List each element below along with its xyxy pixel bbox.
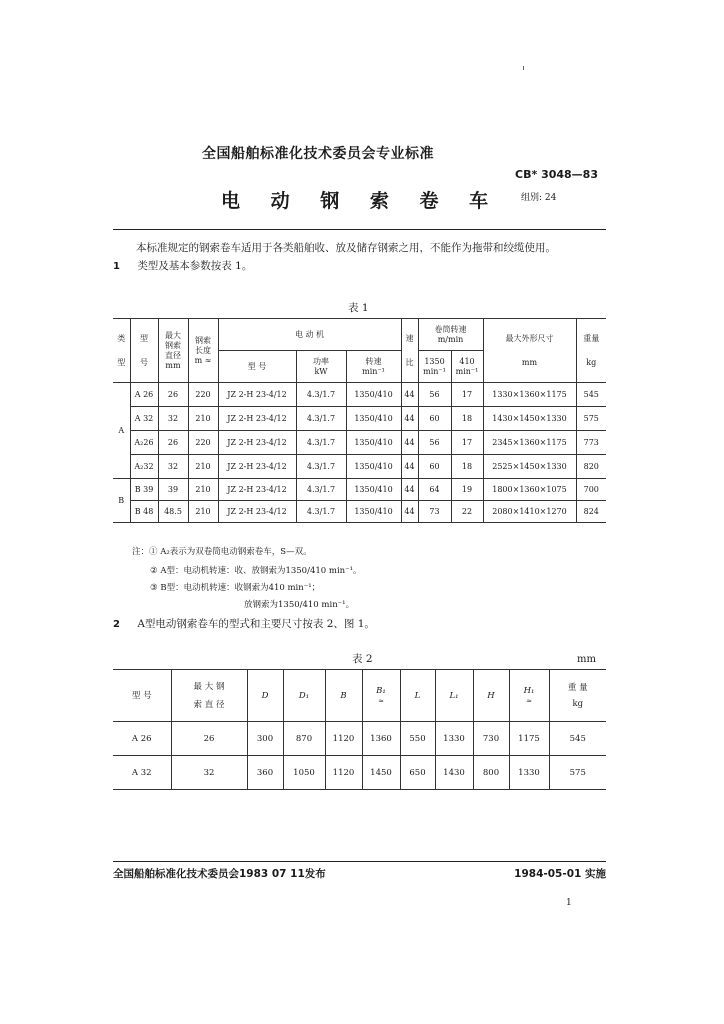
table-row [113, 407, 606, 431]
intro-paragraph: 本标准规定的钢索卷车适用于各类船舶收、放及储存钢索之用，不能作为拖带和绞缆使用。 [136, 242, 556, 254]
table-cell: 1175 [509, 722, 549, 756]
table-cell: 545 [576, 383, 606, 407]
table-cell: 1050 [283, 756, 325, 790]
header-type: 类 型 [113, 319, 130, 383]
table-cell: 32 [158, 407, 188, 431]
table-cell: 18 [451, 407, 483, 431]
table-cell: A₂26 [130, 431, 158, 455]
table-cell: 210 [188, 501, 218, 523]
section-2-text: A型电动钢索卷车的型式和主要尺寸按表 2、图 1。 [137, 618, 375, 630]
header-rope-length: 钢索长度 m ≈ [188, 319, 218, 383]
t2-header-D: D [247, 670, 283, 722]
table-cell: 22 [451, 501, 483, 523]
t2-header-B: B [325, 670, 362, 722]
table-cell: 4.3/1.7 [296, 383, 346, 407]
table-cell: JZ 2-H 23-4/12 [218, 501, 296, 523]
header-winding-speed: 卷筒转速 m/min [418, 319, 483, 351]
section-2 [113, 617, 375, 632]
table-cell: B 48 [130, 501, 158, 523]
table-cell: JZ 2-H 23-4/12 [218, 479, 296, 501]
table-cell: 1350/410 [346, 407, 401, 431]
table-cell: 210 [188, 455, 218, 479]
document-title: 电 动 钢 索 卷 车 [221, 190, 501, 212]
table-cell: 1330 [435, 722, 473, 756]
table-cell: 1350/410 [346, 383, 401, 407]
table-cell: A 32 [113, 756, 171, 790]
table-cell: A₂32 [130, 455, 158, 479]
note-4: 放钢索为1350/410 min⁻¹。 [244, 600, 355, 610]
header-ratio: 速 比 [401, 319, 418, 383]
scan-mark [523, 66, 524, 70]
table-cell: 4.3/1.7 [296, 455, 346, 479]
table-cell: 2525×1450×1330 [483, 455, 576, 479]
table-cell: 44 [401, 407, 418, 431]
header-dims: 最大外形尺寸 mm [483, 319, 576, 383]
table-cell: JZ 2-H 23-4/12 [218, 455, 296, 479]
group-a-label: A [113, 383, 130, 479]
t2-header-model: 型 号 [113, 670, 171, 722]
table-cell: 19 [451, 479, 483, 501]
table-row [113, 756, 606, 790]
issue-date: 全国船舶标准化技术委员会1983 07 11发布 [113, 868, 326, 880]
table-cell: 1350/410 [346, 455, 401, 479]
t2-header-weight: 重 量 kg [549, 670, 606, 722]
table-cell: 73 [418, 501, 451, 523]
header-1350: 1350 min⁻¹ [418, 351, 451, 383]
table-cell: 48.5 [158, 501, 188, 523]
table-cell: 773 [576, 431, 606, 455]
t2-header-B1: B₁ ≈ [362, 670, 400, 722]
table-cell: 1350/410 [346, 431, 401, 455]
table-cell: 700 [576, 479, 606, 501]
note-2: ② A型：电动机转速：收、放钢索为1350/410 min⁻¹。 [150, 566, 362, 576]
table-cell: 300 [247, 722, 283, 756]
table-row [113, 383, 606, 407]
header-weight: 重量 kg [576, 319, 606, 383]
table-cell: 2080×1410×1270 [483, 501, 576, 523]
table-cell: B 39 [130, 479, 158, 501]
section-1-number: 1 [113, 261, 120, 272]
note-1: 注：① A₂表示为双卷筒电动钢索卷车，S—双。 [132, 547, 312, 557]
table-cell: 4.3/1.7 [296, 479, 346, 501]
table-cell: 1120 [325, 722, 362, 756]
standard-code: CB* 3048—83 [515, 168, 598, 181]
table-cell: 550 [400, 722, 435, 756]
table-cell: 26 [158, 383, 188, 407]
table-cell: 1350/410 [346, 501, 401, 523]
table-cell: 44 [401, 479, 418, 501]
table-cell: 56 [418, 431, 451, 455]
table-cell: 18 [451, 455, 483, 479]
table-cell: 44 [401, 455, 418, 479]
header-motor: 电 动 机 [218, 319, 401, 351]
org-standard-heading: 全国船舶标准化技术委员会专业标准 [202, 146, 434, 162]
table-cell: 1800×1360×1075 [483, 479, 576, 501]
table-cell: A 26 [130, 383, 158, 407]
t2-header-H: H [473, 670, 509, 722]
table-1 [113, 318, 606, 523]
table-cell: A 26 [113, 722, 171, 756]
table-cell: 26 [158, 431, 188, 455]
table-cell: 575 [576, 407, 606, 431]
t2-header-L1: L₁ [435, 670, 473, 722]
table-cell: 870 [283, 722, 325, 756]
table-row [113, 501, 606, 523]
table-cell: 60 [418, 407, 451, 431]
table-cell: 32 [171, 756, 247, 790]
t2-header-max-dia: 最 大 钢 索 直 径 [171, 670, 247, 722]
table-cell: 1430 [435, 756, 473, 790]
table-cell: 220 [188, 431, 218, 455]
table-cell: 39 [158, 479, 188, 501]
table-cell: 824 [576, 501, 606, 523]
header-max-dia: 最大钢索直径 mm [158, 319, 188, 383]
table-cell: 17 [451, 383, 483, 407]
table-cell: 44 [401, 383, 418, 407]
table-row [113, 722, 606, 756]
table-cell: 17 [451, 431, 483, 455]
table-cell: JZ 2-H 23-4/12 [218, 383, 296, 407]
group-label: 组别: 24 [521, 193, 557, 203]
table-2-caption: 表 2 [352, 653, 373, 665]
table-cell: 26 [171, 722, 247, 756]
table-cell: 4.3/1.7 [296, 431, 346, 455]
table-cell: 56 [418, 383, 451, 407]
table-cell: A 32 [130, 407, 158, 431]
header-speed: 转速 min⁻¹ [346, 351, 401, 383]
table-cell: 2345×1360×1175 [483, 431, 576, 455]
group-b-label: B [113, 479, 130, 523]
table-cell: 1450 [362, 756, 400, 790]
table-cell: 1330×1360×1175 [483, 383, 576, 407]
table-cell: 4.3/1.7 [296, 501, 346, 523]
table-cell: JZ 2-H 23-4/12 [218, 407, 296, 431]
table-2 [113, 669, 606, 790]
section-2-number: 2 [113, 619, 120, 630]
note-3: ③ B型：电动机转速：收钢索为410 min⁻¹； [150, 583, 321, 593]
header-model: 型 号 [130, 319, 158, 383]
table-cell: 575 [549, 756, 606, 790]
table-cell: 64 [418, 479, 451, 501]
table-row [113, 455, 606, 479]
table-cell: 1350/410 [346, 479, 401, 501]
effective-date: 1984-05-01 实施 [514, 868, 606, 880]
header-410: 410 min⁻¹ [451, 351, 483, 383]
table-cell: 32 [158, 455, 188, 479]
table-cell: 730 [473, 722, 509, 756]
table-1-caption: 表 1 [348, 302, 369, 314]
table-cell: JZ 2-H 23-4/12 [218, 431, 296, 455]
t2-header-D1: D₁ [283, 670, 325, 722]
table-2-unit: mm [577, 654, 596, 665]
table-cell: 1330 [509, 756, 549, 790]
header-rule [113, 229, 606, 230]
header-motor-model: 型 号 [218, 351, 296, 383]
page-number: 1 [566, 898, 572, 908]
table-row [113, 479, 606, 501]
table-cell: 545 [549, 722, 606, 756]
table-cell: 650 [400, 756, 435, 790]
table-row [113, 431, 606, 455]
footer-rule [113, 861, 606, 862]
table-cell: 60 [418, 455, 451, 479]
table-cell: 4.3/1.7 [296, 407, 346, 431]
table-cell: 360 [247, 756, 283, 790]
table-cell: 820 [576, 455, 606, 479]
t2-header-H1: H₁ ≈ [509, 670, 549, 722]
table-cell: 44 [401, 501, 418, 523]
table-cell: 44 [401, 431, 418, 455]
table-cell: 1430×1450×1330 [483, 407, 576, 431]
table-cell: 800 [473, 756, 509, 790]
section-1-text: 类型及基本参数按表 1。 [137, 260, 253, 272]
table-cell: 1360 [362, 722, 400, 756]
table-cell: 210 [188, 407, 218, 431]
section-1 [113, 259, 252, 274]
t2-header-L: L [400, 670, 435, 722]
table-cell: 210 [188, 479, 218, 501]
table-cell: 220 [188, 383, 218, 407]
header-power: 功率 kW [296, 351, 346, 383]
table-cell: 1120 [325, 756, 362, 790]
